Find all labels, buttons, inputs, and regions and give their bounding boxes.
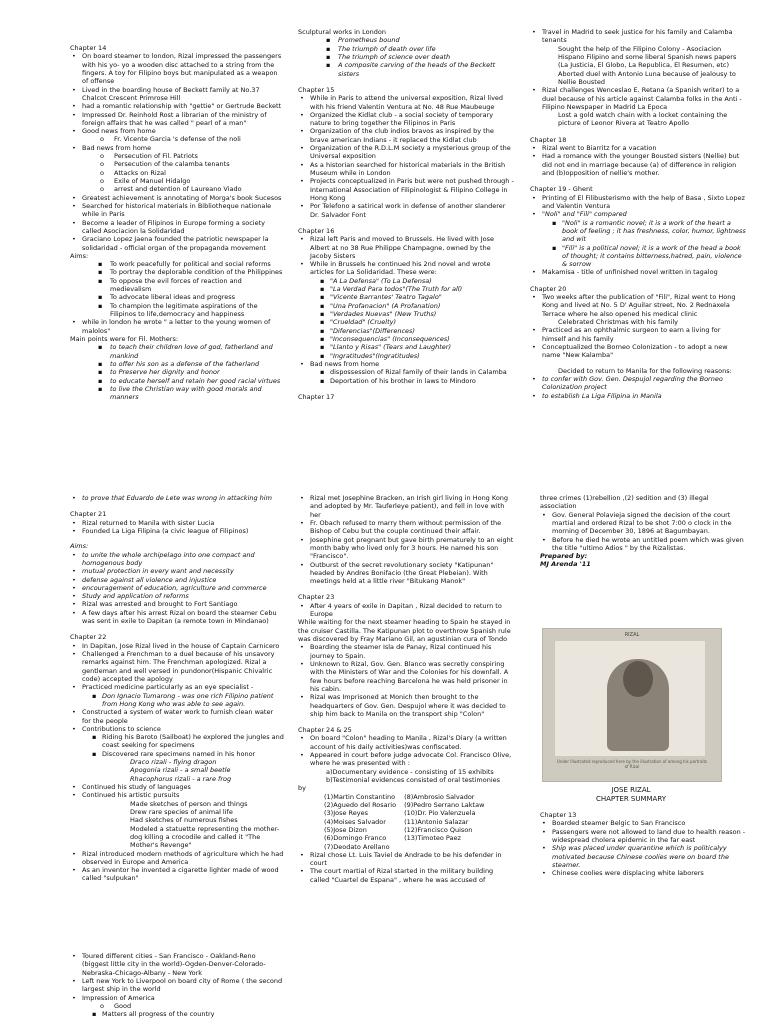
column-8	[70, 952, 284, 1019]
sub-bullet-item: o Persecution of Fil. Patriots	[70, 152, 284, 160]
witness-name: (3)Jose Reyes	[324, 809, 369, 818]
sub-bullet-item: o Attacks on Rizal	[70, 169, 284, 177]
bullet-item: • Good news from home	[70, 127, 284, 135]
indented-text: b)Testimonial evidences consisted of oral testimonies	[326, 776, 501, 784]
bullet-item: • Makamisa - title of unfinished novel written in tagalog	[530, 268, 746, 276]
witness-row	[324, 818, 492, 826]
square-bullet-item: ▪ To portray the deplorable condition of the Philippines	[70, 268, 284, 276]
bullet-item: • Bad news from home	[70, 144, 284, 152]
square-bullet-item: ▪ Riding his Baroto (Sailboat) he explored the jungles and coast seeking for specimens	[70, 733, 284, 750]
chapter-heading: Chapter 18	[530, 135, 567, 144]
bullet-item: • Rizal met Josephine Bracken, an Irish girl living in Hong Kong and adopted by Mr. Tauferleye patient), and fell in love with her	[298, 494, 514, 519]
square-bullet-item: ▪ "Crueldad" (Cruelty)	[298, 318, 514, 326]
chapter-heading: Chapter 23	[298, 593, 335, 602]
bullet-item: • Continued his study of languages	[70, 783, 284, 791]
column-3	[530, 28, 746, 400]
paragraph-text: Aims:	[70, 542, 89, 551]
witness-name: (12)Francisco Quison	[404, 825, 473, 834]
square-bullet-item: ▪ "La Verdad Para todos"(The Truth for all)	[298, 285, 514, 293]
witness-name: (4)Moises Salvador	[324, 817, 386, 826]
witness-name: (5)Jose Dizon	[324, 825, 367, 834]
square-bullet-item: ▪ "Inconsequencias" (Inconsequences)	[298, 335, 514, 343]
square-bullet-item: ▪ to Preserve her dignity and honor	[70, 368, 284, 376]
square-bullet-item: ▪ to offer his son as a defense of the fatherland	[70, 360, 284, 368]
witness-table	[324, 793, 492, 851]
indented-text: Drew rare species of animal life	[130, 807, 233, 816]
indented-text: Decided to return to Manila for the following reasons:	[558, 366, 732, 375]
bullet-item: • Boarding the steamer Isla de Panay, Rizal continued his journey to Spain.	[298, 643, 514, 660]
bullet-item: • On board "Colon" heading to Manila , Rizal's Diary (a written account of his daily activities)was confiscated.	[298, 734, 514, 751]
column-4	[70, 494, 284, 883]
bullet-item: • After 4 years of exile in Dapitan , Rizal decided to return to Europe	[298, 602, 514, 619]
chapter-heading: Chapter 20	[530, 284, 567, 293]
bullet-item: • defense against all violence and injustice	[70, 576, 284, 584]
indented-text: Modeled a statuette representing the mother-dog killing a crocodile and called it "The Mother's Revenge"	[130, 824, 280, 850]
bullet-item: • mutual protection in every want and necessity	[70, 567, 284, 575]
square-bullet-item: ▪ Discovered rare specimens named in his honor	[70, 750, 284, 758]
witness-row	[324, 793, 492, 801]
sub-bullet-item: o Good	[70, 1002, 284, 1010]
bullet-item: • Impression of America	[70, 994, 284, 1002]
author-name: MJ Arenda '11	[540, 560, 591, 569]
sub-bullet-item: o arrest and detention of Laureano Viado	[70, 185, 284, 193]
bullet-item: • Appeared in court before judge advocate Col. Francisco Olive, where he was presented with :	[298, 751, 514, 768]
bullet-item: • Founded La Liga Filipina (a civic league of Filipinos)	[70, 527, 284, 535]
square-bullet-item: ▪ Deportation of his brother in laws to Mindoro	[298, 377, 514, 385]
square-bullet-item: ▪ "Llanto y Risas" (Tears and Laughter)	[298, 343, 514, 351]
chapter-heading: Chapter 16	[298, 226, 335, 235]
portrait-head	[623, 661, 653, 697]
bullet-item: • Chinese coolies were displacing white laborers	[540, 869, 746, 877]
bullet-item: • As a historian searched for historical materials in the British Museum while in London	[298, 161, 514, 178]
bullet-item: • Boarded steamer Belgic to San Francisco	[540, 819, 746, 827]
square-bullet-item: ▪ Matters all progress of the country	[70, 1010, 284, 1018]
witness-name: (13)Timoteo Paez	[404, 834, 461, 843]
square-bullet-item: ▪ to educate herself and retain her good racial virtues	[70, 377, 284, 385]
indented-text: Had sketches of numerous fishes	[130, 816, 238, 825]
spacer	[70, 535, 284, 542]
witness-name: (10)Dr. Pio Valenzuela	[404, 809, 476, 818]
paragraph-text: three crimes (1)rebellion ,(2) sedition and (3) illegal association	[540, 494, 709, 511]
bullet-item: • As an inventor he invented a cigarette lighter made of wood called "sulpukan"	[70, 866, 284, 883]
bullet-item: • encouragement of education, agriculture and commerce	[70, 584, 284, 592]
square-bullet-item: ▪ The triumph of death over life	[298, 45, 514, 53]
square-bullet-item: ▪ "Una Profanacion" (A Profanation)	[298, 302, 514, 310]
bullet-item: • Lived in the boarding house of Beckett family at No.37 Chalcot Crescent Primrose Hill	[70, 86, 284, 103]
bullet-item: • Ship was placed under quarantine which is politicalyy motivated because Chinese coolies were on board the steamer.	[540, 844, 746, 869]
bullet-item: • Rizal was arrested and brought to Fort Santiago	[70, 600, 284, 608]
paragraph-text: by	[298, 784, 306, 793]
bullet-item: • Printing of El Filibusterismo with the help of Basa , Sixto Lopez and Valentin Ventura	[530, 194, 746, 211]
bullet-item: • "Noli" and "Fili" compared	[530, 210, 746, 218]
portrait-header: RIZAL	[624, 632, 640, 638]
bullet-item: • Study and application of reforms	[70, 592, 284, 600]
square-bullet-item: ▪ "Verdades Nuevas" (New Truths)	[298, 310, 514, 318]
paragraph-text: Main points were for Fil. Mothers:	[70, 334, 179, 343]
rizal-portrait-image	[542, 628, 722, 782]
chapter-heading: Chapter 14	[70, 44, 107, 52]
column-2	[298, 28, 514, 401]
square-bullet-item: ▪ "Vicente Barrantes' Teatro Tagalo"	[298, 293, 514, 301]
indented-text: a)Documentary evidence - consisting of 15 exhibits	[326, 767, 494, 776]
bullet-item: • Projects conceptualized in Paris but were not pushed through - International Association of Filipinologist & Filipino College in Hong Kong	[298, 177, 514, 202]
bullet-item: • Left new York to Liverpool on board city of Rome ( the second largest ship in the world	[70, 977, 284, 994]
summary-title	[542, 786, 720, 804]
bullet-item: • Organization of the R.D.L.M society a mysterious group of the Universal exposition	[298, 144, 514, 161]
indented-text: Apogonia rizali - a small beetle	[130, 766, 231, 775]
square-bullet-item: ▪ To champion the legitimate aspirations of the Filipinos to life,democracy and happiness	[70, 302, 284, 319]
bullet-item: • Constructed a system of water work to furnish clean water for the people	[70, 708, 284, 725]
witness-name: (7)Deodato Arellano	[324, 842, 390, 851]
sub-bullet-item: o Fr. Vicente Garcia 's defense of the noli	[70, 135, 284, 143]
witness-row	[324, 843, 492, 851]
prepared-by-label: Prepared by:	[540, 552, 588, 560]
indented-text: Rhacophorus rizali - a rare frog	[130, 774, 232, 783]
paragraph-text: While waiting for the next steamer heading to Spain he stayed in the cruiser Castilla. The Katipunan plot to overthrow Spanish rule was discovered by Fray Mariano Gil, an agustinian cura of Tondo	[298, 618, 511, 643]
indented-text: Lost a gold watch chain with a locket containing the picture of Leonor Rivera at Teatro Apollo	[558, 111, 728, 128]
bullet-item: • Rizal chose Lt. Luis Taviel de Andrade to be his defender in court	[298, 851, 514, 868]
witness-name	[404, 843, 492, 851]
witness-name: (9)Pedro Serrano Laktaw	[404, 800, 485, 809]
bullet-item: • to establish La Liga Filipina in Manila	[530, 392, 746, 400]
square-bullet-item: ▪ The triumph of science over death	[298, 53, 514, 61]
summary-title-line-2: CHAPTER SUMMARY	[595, 794, 667, 803]
chapter-heading: Chapter 15	[298, 85, 335, 94]
sub-bullet-item: o Persecution of the calamba tenants	[70, 160, 284, 168]
bullet-item: • Organized the Kidlat club - a social society of temporary nature to bring together the Filipinos in Paris	[298, 111, 514, 128]
spacer	[530, 360, 746, 367]
bullet-item: • Become a leader of Filipinos in Europe forming a society called Asociacion la Solidaridad	[70, 219, 284, 236]
column-7	[540, 803, 746, 878]
bullet-item: • Two weeks after the publication of "Fili", Rizal went to Hong Kong and lived at No. 5 D' Aguilar street, No. 2 Rednaxela Terrace where he also opened his medical clinic	[530, 293, 746, 318]
square-bullet-item: ▪ Prometheus bound	[298, 36, 514, 44]
chapter-heading: Chapter 24 & 25	[298, 726, 352, 735]
square-bullet-item: ▪ "Ingratitudes"(Ingratitudes)	[298, 352, 514, 360]
bullet-item: • Challenged a Frenchman to a duel because of his unsavory remarks against him. The Frenchman apologized. Rizal a gentleman and well versed in pundonor(Hispanic Chivalric code) accepted the apology	[70, 650, 284, 683]
bullet-item: • Toured different cities - San Francisco - Oakland-Reno (biggest little city in the world)-Ogden-Denver-Colorado-Nebraska-Chicago-Albany - New York	[70, 952, 284, 977]
bullet-item: • Outburst of the secret revolutionary society "Katipunan" headed by Andres Bonifacio (the Great Plebeian). With meetings held at a little river "Bitukang Manok"	[298, 561, 514, 586]
square-bullet-item: ▪ To oppose the evil forces of reaction and medievalism	[70, 277, 284, 294]
bullet-item: • A few days after his arrest Rizal on board the steamer Cebu was sent in exile to Dapitan (a remote town in Mindanao)	[70, 609, 284, 626]
bullet-item: • Josephine got pregnant but gave birth prematurely to an eight month baby who lived only for 3 hours. He named his son "Francisco".	[298, 536, 514, 561]
bullet-item: • while in london he wrote " a letter to the young women of malolos"	[70, 318, 284, 335]
bullet-item: • Rizal introduced modern methods of agriculture which he had observed in Europe and America	[70, 850, 284, 867]
indented-text: Draco rizali - flying dragon	[130, 758, 217, 767]
bullet-item: • Searched for historical materials in Bibliotheque nationale while in Paris	[70, 202, 284, 219]
bullet-item: • Practiced as an ophthalmic surgeon to earn a living for himself and his family	[530, 326, 746, 343]
square-bullet-item: ▪ "Fili" is a political novel; it is a work of the head a book of thought; it contains bitterness,hatred, pain, violence & sorrow	[530, 244, 746, 269]
bullet-item: • Rizal was Imprisoned at Monich then brought to the headquarters of Gov. Gen. Despujol where it was decided to ship him back to Manila on the transport ship "Colon"	[298, 693, 514, 718]
bullet-item: • Gov. General Polavieja signed the decision of the court martial and ordered Rizal to be shot 7:00 o clock in the morning of December 30, 1896 at Bagumbayan.	[540, 511, 746, 536]
portrait-frame	[555, 641, 705, 756]
witness-name: (1)Martin Constantino	[324, 792, 396, 801]
indented-text: Sought the help of the Filipino Colony - Asociacion Hispano Filipino and some liberal Spanish news papers (La Justicia, El Globo, La Republica, El Resumen, etc)	[558, 44, 737, 70]
bullet-item: • Organization of the club indios bravos as inspired by the brave american Indians - it replaced the Kidlat club	[298, 127, 514, 144]
bullet-item: • to unite the whole archipelago into one compact and homogenous body	[70, 551, 284, 568]
bullet-item: • Unknown to Rizal, Gov. Gen. Blanco was secretly conspiring with the Ministers of War and the Colonies for his downfall. A few hours before reaching Barcelona he was held prisoner in his cabin.	[298, 660, 514, 693]
bullet-item: • While in Brussels he continued his 2nd novel and wrote articles for La Solidaridad. These were:	[298, 260, 514, 277]
chapter-heading: Chapter 22	[70, 633, 107, 642]
bullet-item: • Rizal returned to Manila with sister Lucia	[70, 519, 284, 527]
witness-name: (8)Ambrosio Salvador	[404, 792, 475, 801]
column-5	[298, 494, 514, 884]
bullet-item: • Had a romance with the younger Bousted sisters (Nellie) but did not end in marriage because (a) of difference in religion and (b)opposition of nellie's mother.	[530, 152, 746, 177]
witness-name: (2)Aguedo del Rosario	[324, 800, 397, 809]
bullet-item: • While in Paris to attend the universal exposition, Rizal lived with his friend Valentin Ventura at No. 48 Rue Maubeuge	[298, 94, 514, 111]
paragraph-text: Sculptural works in London	[298, 28, 386, 36]
square-bullet-item: ▪ To work peacefully for political and social reforms	[70, 260, 284, 268]
square-bullet-item: ▪ "Noli" is a romantic novel; it is a work of the heart a book of feeling ; it has freshness, color, humor, lightness and wit	[530, 219, 746, 244]
bullet-item: • The court martial of Rizal started in the military building called "Cuartel de Espana" , where he was accused of	[298, 867, 514, 884]
chapter-heading: Chapter 13	[540, 811, 577, 819]
square-bullet-item: ▪ To advocate liberal ideas and progress	[70, 293, 284, 301]
bullet-item: • Greatest achievement is annotating of Morga's book Sucesos	[70, 194, 284, 202]
chapter-heading: Chapter 21	[70, 510, 107, 519]
bullet-item: • On board steamer to london, Rizal impressed the passengers with his yo- yo a wooden disc attached to a string from the fingers. A toy for Filipino boys but manipulated as a weapon of offense	[70, 52, 284, 85]
witness-name: (11)Antonio Salazar	[404, 817, 469, 826]
indented-text: Aborted duel with Antonio Luna because of jealousy to Nellie Bousted	[558, 69, 736, 86]
column-6	[540, 494, 746, 552]
bullet-item: • to prove that Eduardo de Lete was wrong in attacking him	[70, 494, 284, 502]
paragraph-text: Aims:	[70, 251, 89, 260]
column-1	[70, 36, 284, 401]
witness-name: (6)Domingo Franco	[324, 834, 387, 843]
square-bullet-item: ▪ "Diferencias"(Differences)	[298, 327, 514, 335]
bullet-item: • Rizal left Paris and moved to Brussels. He lived with Jose Albert at no 38 Rue Philippe Champagne, owned by the Jacoby Sisters	[298, 235, 514, 260]
indented-text: Made sketches of person and things	[130, 799, 248, 808]
square-bullet-item: ▪ A composite carving of the heads of the Beckett sisters	[298, 61, 514, 78]
bullet-item: • In Dapitan, Jose Rizal lived in the house of Captain Carnicero	[70, 642, 284, 650]
bullet-item: • Rizal challenges Wenceslao E. Retana (a Spanish writer) to a duel because of his article against Calamba folks in the Anti - Filipino Newspaper in Madrid La Epoca	[530, 86, 746, 111]
witness-row	[324, 809, 492, 817]
bullet-item: • Rizal went to Biarritz for a vacation	[530, 144, 746, 152]
bullet-item: • had a romantic relationship with "gettie" or Gertrude Beckett	[70, 102, 284, 110]
bullet-item: • to confer with Gov. Gen. Despujol regarding the Borneo Colonization project	[530, 375, 746, 392]
square-bullet-item: ▪ to teach their children love of god, fatherland and mankind	[70, 343, 284, 360]
indented-text: Celebrated Christmas with his family	[558, 318, 678, 326]
bullet-item: • Impressed Dr. Reinhold Rost a librarian of the ministry of foreign affairs that he was called " pearl of a man"	[70, 111, 284, 128]
bullet-item: • Practiced medicine particularly as an eye specialist -	[70, 683, 284, 691]
portrait-caption: Under Illustrated reproduced here by the illustration of among his portraits of Rizal	[556, 759, 708, 770]
square-bullet-item: ▪ "A La Defensa" (To La Defensa)	[298, 277, 514, 285]
bullet-item: • Contributions to science	[70, 725, 284, 733]
square-bullet-item: ▪ to live the Christian way with good morals and manners	[70, 385, 284, 402]
bullet-item: • Conceptualized the Borneo Colonization - to adopt a new name "New Kalamba"	[530, 343, 746, 360]
chapter-heading: Chapter 19 - Ghent	[530, 185, 593, 194]
witness-row	[324, 826, 492, 834]
bullet-item: • Fr. Obach refused to marry them without permission of the Bishop of Cebu but the couple continued their affair.	[298, 519, 514, 536]
summary-title-line-1: JOSE RIZAL	[611, 786, 651, 794]
credit	[540, 552, 740, 569]
witness-row	[324, 834, 492, 842]
bullet-item: • Por Telefono a satirical work in defense of another slanderer Dr. Salvador Font	[298, 202, 514, 219]
sub-bullet-item: o Exile of Manuel Hidalgo	[70, 177, 284, 185]
chapter-heading: Chapter 17	[298, 392, 335, 401]
bullet-item: • Graciano Lopez Jaena founded the patriotic newspaper la solidaridad - official organ of the propaganda movement	[70, 235, 284, 252]
bullet-item: • Travel in Madrid to seek justice for his family and Calamba tenants	[530, 28, 746, 45]
witness-row	[324, 801, 492, 809]
bullet-item: • Continued his artistic pursuits	[70, 791, 284, 799]
square-bullet-item: ▪ dispossession of Rizal family of their lands in Calamba	[298, 368, 514, 376]
bullet-item: • Before he died he wrote an untitled poem which was given the title "ultimo Adios " by the Rizalistas.	[540, 536, 746, 553]
bullet-item: • Bad news from home	[298, 360, 514, 368]
bullet-item: • Passengers were not allowed to land due to health reason - widespread cholera epidemic in the far east	[540, 828, 746, 845]
square-bullet-item: ▪ Don Ignacio Tumarong - was one rich Filipino patient from Hong Kong who was able to see again.	[70, 692, 284, 709]
